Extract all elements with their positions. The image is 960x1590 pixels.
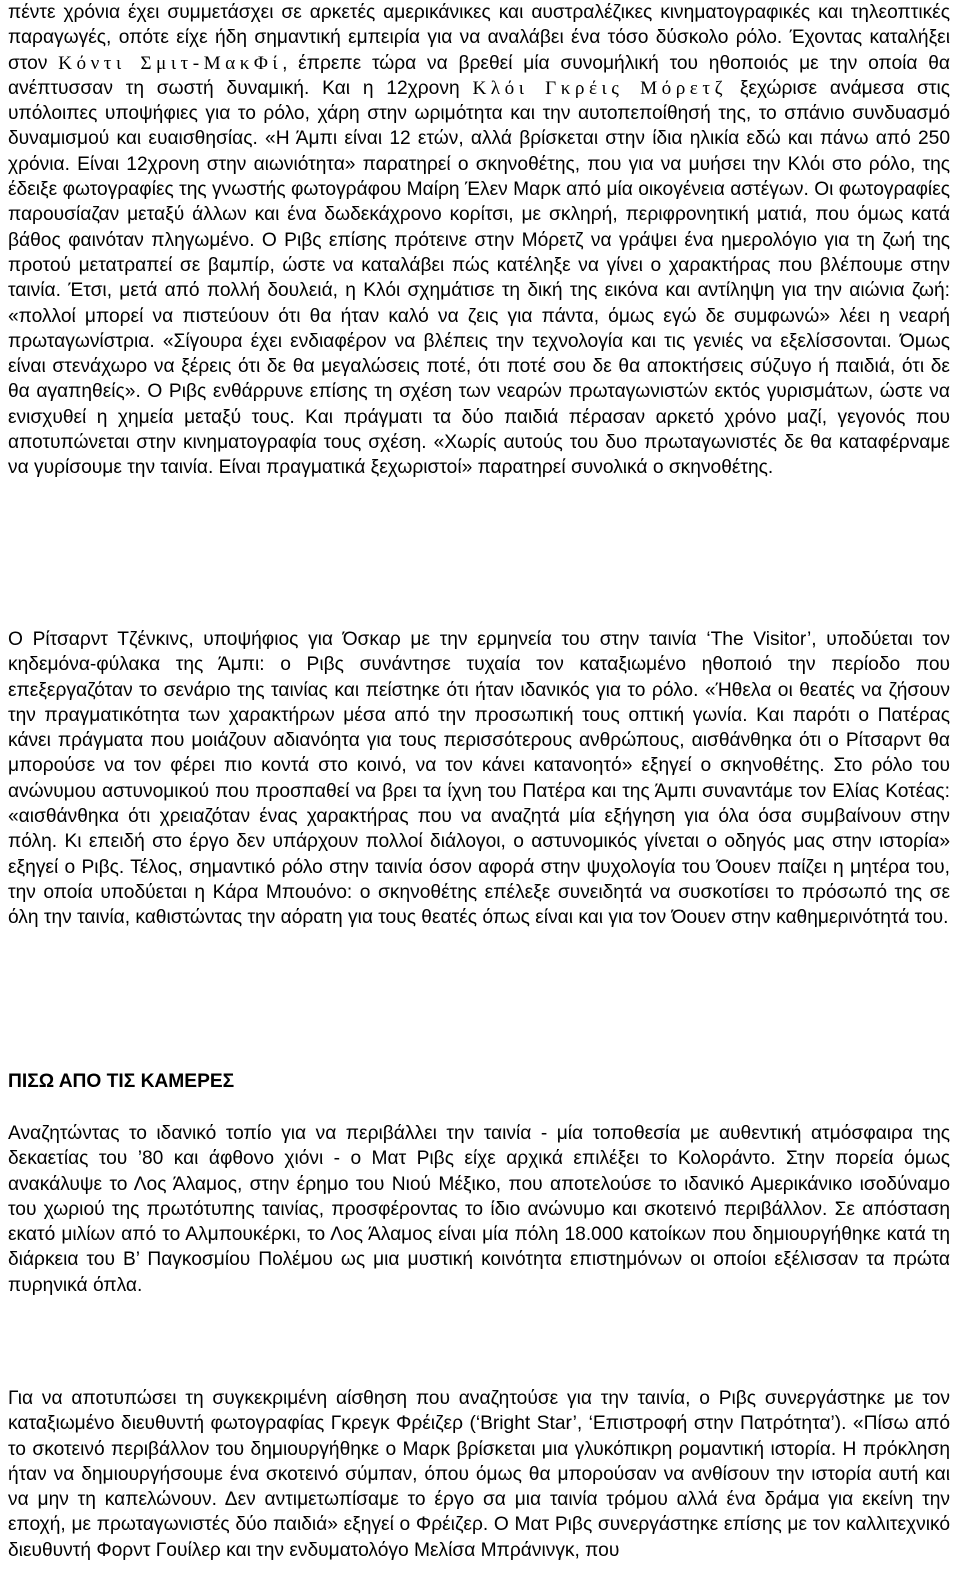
paragraph-2: Ο Ρίτσαρντ Τζένκινς, υποψήφιος για Όσκαρ με την ερμηνεία του στην ταινία ‘The Visitor’, υποδύεται τον κηδεμόνα-φύλακα της Άμπι: ο Ριβς συνάντησε τυχαία τον καταξιωμένο ηθοποιό την περίοδο που επεξεργαζόταν το σενάριο της ταινίας και πείστηκε ότι ήταν ιδανικός για το ρόλο. «Ήθελα οι θεατές να ζήσουν την πραγματικότητα των χαρακτήρων μέσα από την προσωπική τους οπτική γωνία. Και παρότι ο Πατέρας κάνει πράγματα που μοιάζουν αδιανόητα για τους περισσότερους ανθρώπους, αισθάνθηκα ότι ο Ρίτσαρντ θα μπορούσε να τον φέρει πιο κοντά στο κοινό, να τον κάνει κατανοητό» εξηγεί ο σκηνοθέτης. Στο ρόλο του ανώνυμου αστυνομικού που προσπαθεί να βρει τα ίχνη του Πατέρα και της Άμπι συναντάμε τον Ελίας Κοτέας: «αισθάνθηκα ότι χρειαζόταν ένας χαρακτήρας που να αναζητά μία εξήγηση για όλα όσα συμβαίνουν στην πόλη. Κι επειδή στο έργο δεν υπάρχουν πολλοί διάλογοι, ο αστυνομικός γίνεται ο οδηγός μας στην ιστορία» εξηγεί ο Ριβς. Τέλος, σημαντικό ρόλο στην ταινία όσον αφορά στην ψυχολογία του Όουεν παίζει η μητέρα του, την οποία υποδύεται η Κάρα Μπουόνο: ο σκηνοθέτης επέλεξε συνειδητά να συσκοτίσει το πρόσωπό της σε όλη την ταινία, καθιστώντας την αόρατη για τους θεατές όπως είναι και για τον Όουεν στην καθημερινότητά του.: [8, 629, 950, 929]
section-heading: ΠΙΣΩ ΑΠΟ ΤΙΣ ΚΑΜΕΡΕΣ: [8, 1071, 235, 1092]
paragraph-1: [8, 0, 950, 481]
paragraph-1-text-c: ξεχώρισε ανάμεσα στις υπόλοιπες υποψήφιες για το ρόλο, χάρη στην ωριμότητα και την αυτοπεποίθησή της, το σπάνιο συνδυασμό δυναμισμού και ευαισθησίας. «Η Άμπι είναι 12 ετών, αλλά βρίσκεται στην ίδια ηλικία εδώ και πάνω από 250 χρόνια. Είναι 12χρονη στην αιωνιότητα» παρατηρεί ο σκηνοθέτης, που για να μυήσει την Κλόι στο ρόλο, της έδειξε φωτογραφίες της γνωστής φωτογράφου Μαίρη Έλεν Μαρκ από μία οικογένεια αστέγων. Οι φωτογραφίες παρουσίαζαν μεταξύ άλλων και ένα δωδεκάχρονο κορίτσι, με σκληρή, περιφρονητική ματιά, που όμως κατά βάθος φαινόταν πληγωμένο. Ο Ριβς επίσης πρότεινε στην Μόρετζ να γράψει ένα ημερολόγιο για τη ζωή της προτού μετατραπεί σε βαμπίρ, ώστε να καταλάβει πώς κατέληξε να γίνει ο χαρακτήρας που βλέπουμε στην ταινία. Έτσι, μετά από πολλή δουλειά, η Κλόι σχημάτισε τη δική της εικόνα και αντίληψη για την αιώνια ζωή: «πολλοί μπορεί να πιστεύουν ότι θα ήταν καλό να ζεις για πάντα, όμως εγώ δε συμφωνώ» λέει η νεαρή πρωταγωνίστρια. «Σίγουρα έχει ενδιαφέρον να βλέπεις την τεχνολογία και τις γενιές να εξελίσσονται. Όμως είναι στενάχωρο να ξέρεις ότι δε θα μεγαλώσεις ποτέ, ότι ποτέ σου δε θα αποκτήσεις σύζυγο ή παιδιά, ότι δε θα αγαπηθείς». Ο Ριβς ενθάρρυνε επίσης τη σχέση των νεαρών πρωταγωνιστών εκτός γυρισμάτων, ώστε να ενισχυθεί η χημεία μεταξύ τους. Και πράγματι τα δύο παιδιά πέρασαν αρκετό χρόνο μαζί, γεγονός που αποτυπώνεται στην κινηματογραφία τους σχέση. «Χωρίς αυτούς του δυο πρωταγωνιστές δε θα καταφέρναμε να γυρίσουμε την ταινία. Είναι πραγματικά ξεχωριστοί» παρατηρεί συνολικά ο σκηνοθέτης.: [8, 77, 950, 479]
paragraph-3: Αναζητώντας το ιδανικό τοπίο για να περιβάλλει την ταινία - μία τοποθεσία με αυθεντική ατμόσφαιρα της δεκαετίας του ’80 και άφθονο χιόνι - ο Ματ Ριβς είχε αρχικά επιλέξει το Κολοράντο. Στην πορεία όμως ανακάλυψε το Λος Άλαμος, στην έρημο του Νιού Μέξικο, που αποτελούσε το ιδανικό Αμερικάνικο ισοδύναμο του χωριού της πρωτότυπης ταινίας, προσφέροντας το ίδιο ανώνυμο και σκοτεινό περιβάλλον. Σε απόσταση εκατό μιλίων από το Αλμπουκέρκι, το Λος Άλαμος είναι μία πόλη 18.000 κατοίκων που δημιουργήθηκε κατά τη διάρκεια του Β’ Παγκοσμίου Πολέμου ως μια μυστική κοινότητα επιστημόνων οι οποίοι εξέλισσαν τα πρώτα πυρηνικά όπλα.: [8, 1123, 950, 1296]
actor-name-kodi: Κόντι Σμιτ-ΜακΦί: [58, 52, 283, 74]
actor-name-kloi: Κλόι Γκρέις Μόρετζ: [472, 77, 728, 99]
paragraph-4: Για να αποτυπώσει τη συγκεκριμένη αίσθηση που αναζητούσε για την ταινία, ο Ριβς συνεργάστηκε με τον καταξιωμένο διευθυντή φωτογραφίας Γκρεγκ Φρέιζερ (‘Bright Star’, ‘Επιστροφή στην Πατρότητα’). «Πίσω από το σκοτεινό περιβάλλον του δημιουργήθηκε ο Μαρκ βρίσκεται μια γλυκόπικρη ρομαντική ιστορία. Η πρόκληση ήταν να δημιουργήσουμε ένα σκοτεινό σύμπαν, όπου όμως θα μπορούσαν να ανθίσουν την ιστορία αυτή και να μην τη καπελώνουν. Δεν αντιμετωπίσαμε το έργο σα μια ταινία τρόμου αλλά ένα δράμα για εκείνη την εποχή, με πρωταγωνιστές δύο παιδιά» εξηγεί ο Φρέιζερ. Ο Ματ Ριβς συνεργάστηκε επίσης με τον καλλιτεχνικό διευθυντή Φορντ Γουίλερ και την ενδυματολόγο Μελίσα Μπράνινγκ, που: [8, 1388, 950, 1561]
paragraph-1-text-b: , έπρεπε τώρα να βρεθεί μία συνομήλική του ηθοποιός με την οποία θα ανέπτυσσαν τη σωστή δυναμική. Και η 12χρονη: [8, 52, 950, 99]
paragraph-1-text-a: πέντε χρόνια έχει συμμετάσχει σε αρκετές αμερικάνικες και αυστραλέζικες κινηματογραφικές και τηλεοπτικές παραγωγές, οπότε είχε ήδη σημαντική εμπειρία για να αναλάβει ένα τόσο δύσκολο ρόλο. Έχοντας καταλήξει στον: [8, 2, 950, 74]
